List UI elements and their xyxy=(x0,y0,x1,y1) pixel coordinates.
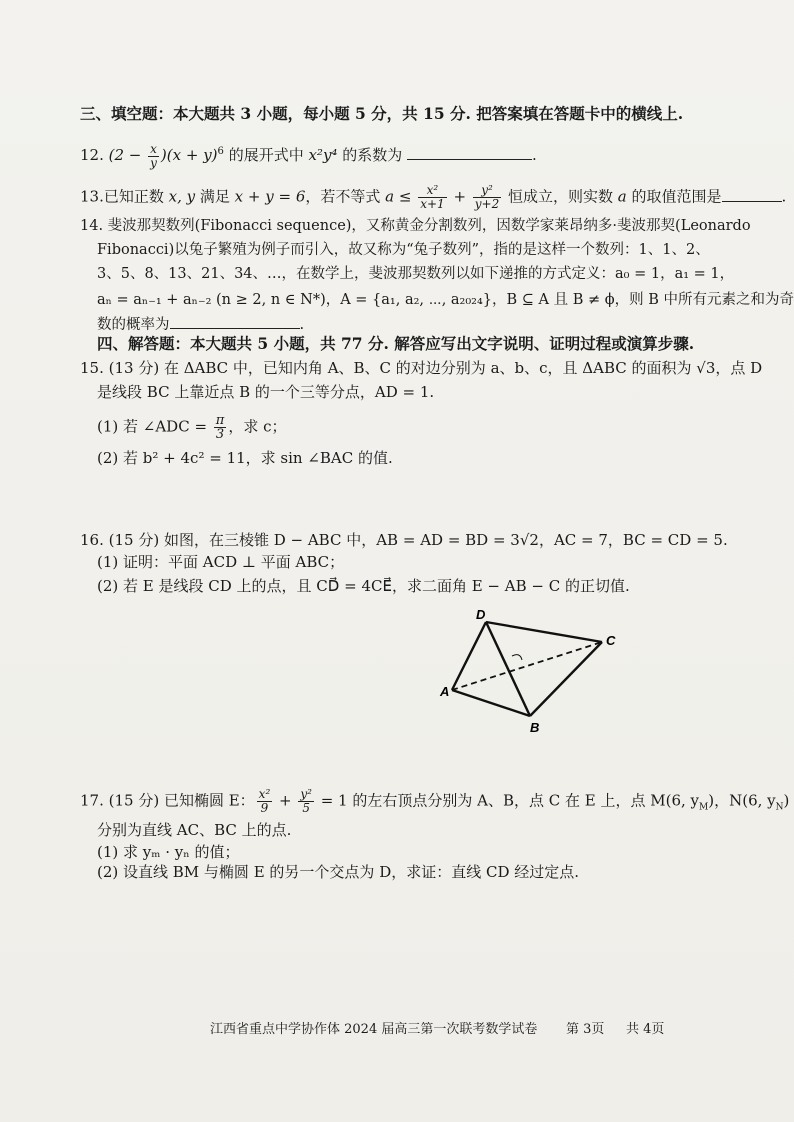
text: 的取值范围是 xyxy=(626,187,722,206)
subscript-M: M xyxy=(699,802,709,813)
question-14-line-4: aₙ = aₙ₋₁ + aₙ₋₂ (n ≥ 2, n ∈ N*)，A = {a₁, a₂, ⋯, a₂₀₂₄}，B ⊆ A 且 B ≠ ϕ，则 B 中所有元素之和为奇 xyxy=(97,292,794,308)
label-A: A xyxy=(440,684,450,699)
numerator: x² xyxy=(418,184,446,198)
text: ，求 c； xyxy=(228,417,287,436)
edge-BC xyxy=(530,642,602,716)
question-13 xyxy=(80,184,786,211)
text: 已知正数 xyxy=(103,187,169,206)
question-15-line-1: 15. (13 分) 在 ΔABC 中，已知内角 A、B、C 的对边分别为 a、b、c，且 ΔABC 的面积为 √3，点 D xyxy=(80,359,763,377)
text: = 1 的左右顶点分别为 A、B，点 C 在 E 上，点 M(6, y xyxy=(315,791,700,810)
condition: x + y = 6 xyxy=(234,187,306,206)
numerator: π xyxy=(215,413,225,428)
answer-blank[interactable] xyxy=(170,314,300,329)
plus: + xyxy=(274,791,297,810)
answer-blank[interactable] xyxy=(407,145,532,160)
question-16-part-2: (2) 若 E 是线段 CD 上的点，且 CD⃗ = 4CE⃗，求二面角 E − AB − C 的正切值. xyxy=(97,577,630,595)
denominator: y xyxy=(150,155,157,170)
vars: x, y xyxy=(168,187,196,206)
numerator: x xyxy=(150,141,157,156)
edge-DA xyxy=(452,622,486,690)
fraction xyxy=(473,184,501,211)
question-14-line-3: 3、5、8、13、21、34、…，在数学上，斐波那契数列以如下递推的方式定义：a₀ = 1，a₁ = 1， xyxy=(97,266,735,282)
text: 的系数为 xyxy=(337,146,403,164)
subscript-N: N xyxy=(775,802,784,813)
question-17-line-1 xyxy=(80,788,789,818)
section-4-title: 四、解答题：本大题共 5 小题，共 77 分. 解答应写出文字说明、证明过程或演算步骤. xyxy=(97,334,695,353)
footer-total: 共 4页 xyxy=(626,1022,665,1037)
denominator: 5 xyxy=(302,801,310,815)
period: . xyxy=(781,187,787,206)
question-14-line-1: 14. 斐波那契数列(Fibonacci sequence)，又称黄金分割数列，因数学家莱昂纳多·斐波那契(Leonardo xyxy=(80,218,751,234)
question-16-line-1: 16. (15 分) 如图，在三棱锥 D − ABC 中，AB = AD = BD = 3√2，AC = 7，BC = CD = 5. xyxy=(80,531,728,549)
section-3-title: 三、填空题：本大题共 3 小题，每小题 5 分，共 15 分. 把答案填在答题卡中的横线上. xyxy=(80,104,684,123)
denominator: 3 xyxy=(215,427,225,442)
answer-blank[interactable] xyxy=(722,187,782,202)
fraction xyxy=(148,143,159,170)
tetrahedron-figure xyxy=(430,604,630,744)
text: 满足 xyxy=(195,187,235,206)
fraction xyxy=(214,414,227,441)
text: 的展开式中 xyxy=(228,146,309,164)
expr-part: )(x + y) xyxy=(160,146,218,164)
fraction xyxy=(257,788,273,815)
question-17-part-2: (2) 设直线 BM 与椭圆 E 的另一个交点为 D，求证：直线 CD 经过定点. xyxy=(97,863,580,881)
label-B: B xyxy=(530,720,540,735)
text: 数的概率为 xyxy=(97,317,170,333)
question-number: 13. xyxy=(80,187,104,206)
exponent: 6 xyxy=(217,146,224,157)
denominator: x+1 xyxy=(420,197,445,211)
question-17-part-1: (1) 求 yₘ · yₙ 的值； xyxy=(97,843,240,861)
text: (1) 若 ∠ADC = xyxy=(97,417,212,436)
text: ，若不等式 xyxy=(305,187,386,206)
question-15-part-1 xyxy=(97,414,287,441)
fraction xyxy=(298,788,314,815)
period: . xyxy=(532,146,537,164)
text: 17. (15 分) 已知椭圆 E： xyxy=(80,791,255,810)
text: )，N(6, y xyxy=(708,791,776,810)
expr-part: (2 − xyxy=(108,146,147,164)
numerator: y² xyxy=(300,787,312,801)
question-14-line-2: Fibonacci)以兔子繁殖为例子而引入，故又称为“兔子数列”，指的是这样一个数列：1、1、2、 xyxy=(97,242,710,258)
plus: + xyxy=(448,187,471,206)
question-14-line-5 xyxy=(97,314,304,335)
tetrahedron-svg xyxy=(430,604,630,744)
footer-title: 江西省重点中学协作体 2024 届高三第一次联考数学试卷 xyxy=(210,1022,538,1037)
question-15-part-2: (2) 若 b² + 4c² = 11，求 sin ∠BAC 的值. xyxy=(97,449,393,467)
question-12 xyxy=(80,142,537,170)
edge-DC xyxy=(486,622,602,642)
label-C: C xyxy=(606,633,616,648)
term: x²y⁴ xyxy=(308,146,338,164)
question-number: 12. xyxy=(80,146,104,164)
edge-AB xyxy=(452,690,530,716)
pencil-mark xyxy=(512,655,522,660)
text: 恒成立，则实数 xyxy=(503,187,618,206)
denominator: 9 xyxy=(260,801,269,815)
question-17-line-2: 分别为直线 AC、BC 上的点. xyxy=(97,821,292,839)
label-D: D xyxy=(476,607,486,622)
fraction xyxy=(418,184,446,211)
footer-page: 第 3页 xyxy=(566,1022,605,1037)
question-16-part-1: (1) 证明：平面 ACD ⊥ 平面 ABC； xyxy=(97,553,345,571)
text: ) xyxy=(783,791,790,810)
inequality: a ≤ xyxy=(385,187,417,206)
edge-DB xyxy=(486,622,530,716)
period: . xyxy=(299,317,305,333)
denominator: y+2 xyxy=(474,197,500,211)
question-15-line-2: 是线段 BC 上靠近点 B 的一个三等分点，AD = 1. xyxy=(97,383,435,401)
var-a: a xyxy=(617,187,627,206)
numerator: y² xyxy=(473,184,501,198)
numerator: x² xyxy=(258,787,271,801)
